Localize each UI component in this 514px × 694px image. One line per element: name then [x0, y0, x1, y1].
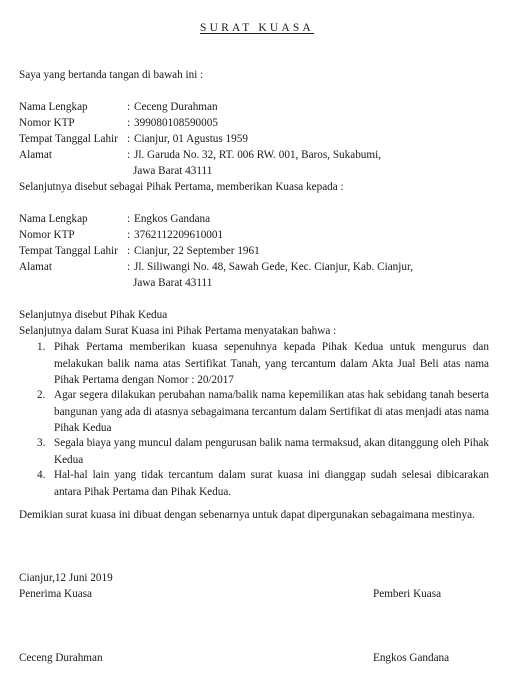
pihak-kedua-alamat-row: Alamat : Jl. Siliwangi No. 48, Sawah Gede, Kec. Cianjur, Kab. Cianjur, — [19, 261, 414, 273]
field-value: Cianjur, 22 September 1961 — [134, 245, 260, 257]
penerima-name: Ceceng Durahman — [19, 652, 103, 664]
field-label: Nomor KTP — [19, 229, 75, 241]
list-item — [37, 467, 489, 500]
pihak-pertama-nama-row: Nama Lengkap : Ceceng Durahman — [19, 101, 218, 113]
field-value: Jl. Siliwangi No. 48, Sawah Gede, Kec. Cianjur, Kab. Cianjur, — [134, 261, 414, 273]
pihak-pertama-ttl-row: Tempat Tanggal Lahir : Cianjur, 01 Agustus 1959 — [19, 133, 248, 145]
list-number: 2. — [37, 389, 46, 401]
closing-paragraph: Demikian surat kuasa ini dibuat dengan sebenarnya untuk dapat dipergunakan sebagaimana mestinya. — [19, 509, 475, 521]
pihak-pertama-alamat-cont: Jawa Barat 43111 — [133, 165, 213, 177]
field-value: Engkos Gandana — [134, 213, 211, 225]
transition-statement: Selanjutnya dalam Surat Kuasa ini Pihak Pertama menyatakan bahwa : — [19, 325, 337, 337]
field-label: Alamat — [19, 261, 52, 273]
field-value: 3762112209610001 — [134, 229, 224, 241]
pihak-pertama-ktp-row: Nomor KTP : 399080108590005 — [19, 117, 218, 129]
list-number: 1. — [37, 341, 46, 353]
pihak-kedua-alamat-cont: Jawa Barat 43111 — [133, 277, 213, 289]
field-label: Tempat Tanggal Lahir — [19, 245, 118, 257]
list-text: Segala biaya yang muncul dalam pengurusan balik nama termaksud, akan ditanggung oleh Pihak Kedua — [54, 437, 489, 466]
transition-pihak-kedua: Selanjutnya disebut Pihak Kedua — [19, 309, 168, 321]
list-number: 3. — [37, 437, 46, 449]
pemberi-label: Pemberi Kuasa — [373, 588, 442, 600]
field-label: Nama Lengkap — [19, 101, 88, 113]
penerima-label: Penerima Kuasa — [19, 588, 93, 600]
pemberi-name: Engkos Gandana — [373, 652, 450, 664]
pihak-kedua-nama-row: Nama Lengkap : Engkos Gandana — [19, 213, 211, 225]
field-value: Cianjur, 01 Agustus 1959 — [134, 133, 248, 145]
list-item — [37, 387, 489, 437]
transition-pihak-pertama: Selanjutnya disebut sebagai Pihak Pertama, memberikan Kuasa kepada : — [19, 181, 344, 193]
pihak-pertama-alamat-row: Alamat : Jl. Garuda No. 32, RT. 006 RW. 001, Baros, Sukabumi, — [19, 149, 381, 161]
field-label: Alamat — [19, 149, 52, 161]
list-text: Hal-hal lain yang tidak tercantum dalam surat kuasa ini dianggap sudah selesai dibicarakan antara Pihak Pertama dan Pihak Kedua. — [54, 469, 489, 498]
list-text: Agar segera dilakukan perubahan nama/balik nama kepemilikan atas hak sebidang tanah beserta bangunan yang ada di atasnya sebagaimana tercantum dalam Sertifikat di atas menjadi atas nama Pihak Kedua — [54, 389, 489, 434]
field-label: Tempat Tanggal Lahir — [19, 133, 118, 145]
place-date: Cianjur,12 Juni 2019 — [19, 572, 113, 584]
list-text: Pihak Pertama memberikan kuasa sepenuhnya kepada Pihak Kedua untuk mengurus dan melakukan balik nama atas Sertifikat Tanah, yang tercantum dalam Akta Jual Beli atas nama Pihak Pertama dengan Nomor : 20/2017 — [54, 341, 489, 386]
list-item — [37, 339, 489, 389]
list-item — [37, 435, 489, 468]
field-label: Nomor KTP — [19, 117, 75, 129]
pihak-kedua-ttl-row: Tempat Tanggal Lahir : Cianjur, 22 September 1961 — [19, 245, 260, 257]
field-label: Nama Lengkap — [19, 213, 88, 225]
document-title: SURAT KUASA — [200, 22, 314, 34]
intro-text: Saya yang bertanda tangan di bawah ini : — [19, 69, 204, 81]
pihak-kedua-ktp-row: Nomor KTP : 3762112209610001 — [19, 229, 224, 241]
field-value: 399080108590005 — [134, 117, 218, 129]
field-value: Jl. Garuda No. 32, RT. 006 RW. 001, Baros, Sukabumi, — [134, 149, 381, 161]
list-number: 4. — [37, 469, 46, 481]
field-value: Ceceng Durahman — [134, 101, 218, 113]
